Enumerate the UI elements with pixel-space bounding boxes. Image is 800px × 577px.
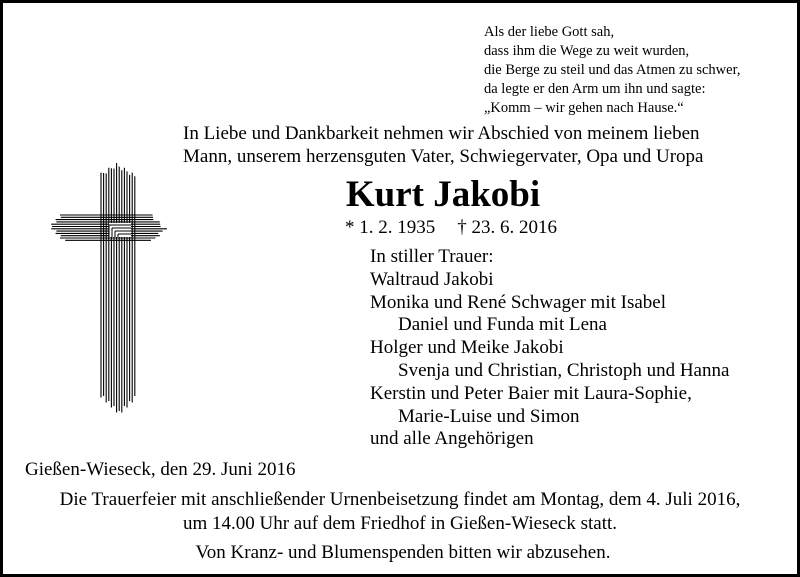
mourner-line: Marie-Luise und Simon (398, 405, 580, 427)
mourner-line: Monika und René Schwager mit Isabel (370, 291, 667, 313)
poem (484, 23, 740, 118)
poem-line: die Berge zu steil und das Atmen zu schwer, (484, 62, 741, 78)
funeral-info (3, 488, 797, 536)
funeral-line: um 14.00 Uhr auf dem Friedhof in Gießen-Wieseck statt. (182, 513, 617, 534)
mourner-line: In stiller Trauer: (370, 246, 494, 267)
birth-date: * 1. 2. 1935 (345, 217, 436, 238)
intro-line: Mann, unserem herzensguten Vater, Schwiegervater, Opa und Uropa (183, 146, 704, 167)
mourner-line: Daniel und Funda mit Lena (398, 314, 607, 336)
deceased-name: Kurt Jakobi (345, 174, 541, 215)
mourner-line: Svenja und Christian, Christoph und Hanna (398, 359, 730, 381)
poem-line: Als der liebe Gott sah, (484, 24, 615, 40)
poem-line: da legte er den Arm um ihn und sagte: (484, 81, 706, 97)
place-date: Gießen-Wieseck, den 29. Juni 2016 (25, 459, 296, 480)
mourner-line: Waltraud Jakobi (370, 268, 494, 290)
funeral-line: Die Trauerfeier mit anschließender Urnenbeisetzung findet am Montag, dem 4. Juli 2016, (59, 489, 741, 510)
intro-text (183, 122, 703, 168)
death-date: † 23. 6. 2016 (457, 217, 557, 238)
mourner-line: und alle Angehörigen (370, 428, 534, 450)
mourner-line: Holger und Meike Jakobi (370, 337, 564, 359)
intro-line: In Liebe und Dankbarkeit nehmen wir Abschied von meinem lieben (183, 123, 700, 144)
life-dates (345, 216, 557, 240)
flowers-note: Von Kranz- und Blumenspenden bitten wir abzusehen. (195, 542, 611, 563)
poem-line: dass ihm die Wege zu weit wurden, (484, 43, 690, 59)
mourners-list (370, 246, 729, 451)
mourner-line: Kerstin und Peter Baier mit Laura-Sophie, (370, 382, 692, 404)
poem-line: „Komm – wir gehen nach Hause.“ (484, 100, 684, 116)
